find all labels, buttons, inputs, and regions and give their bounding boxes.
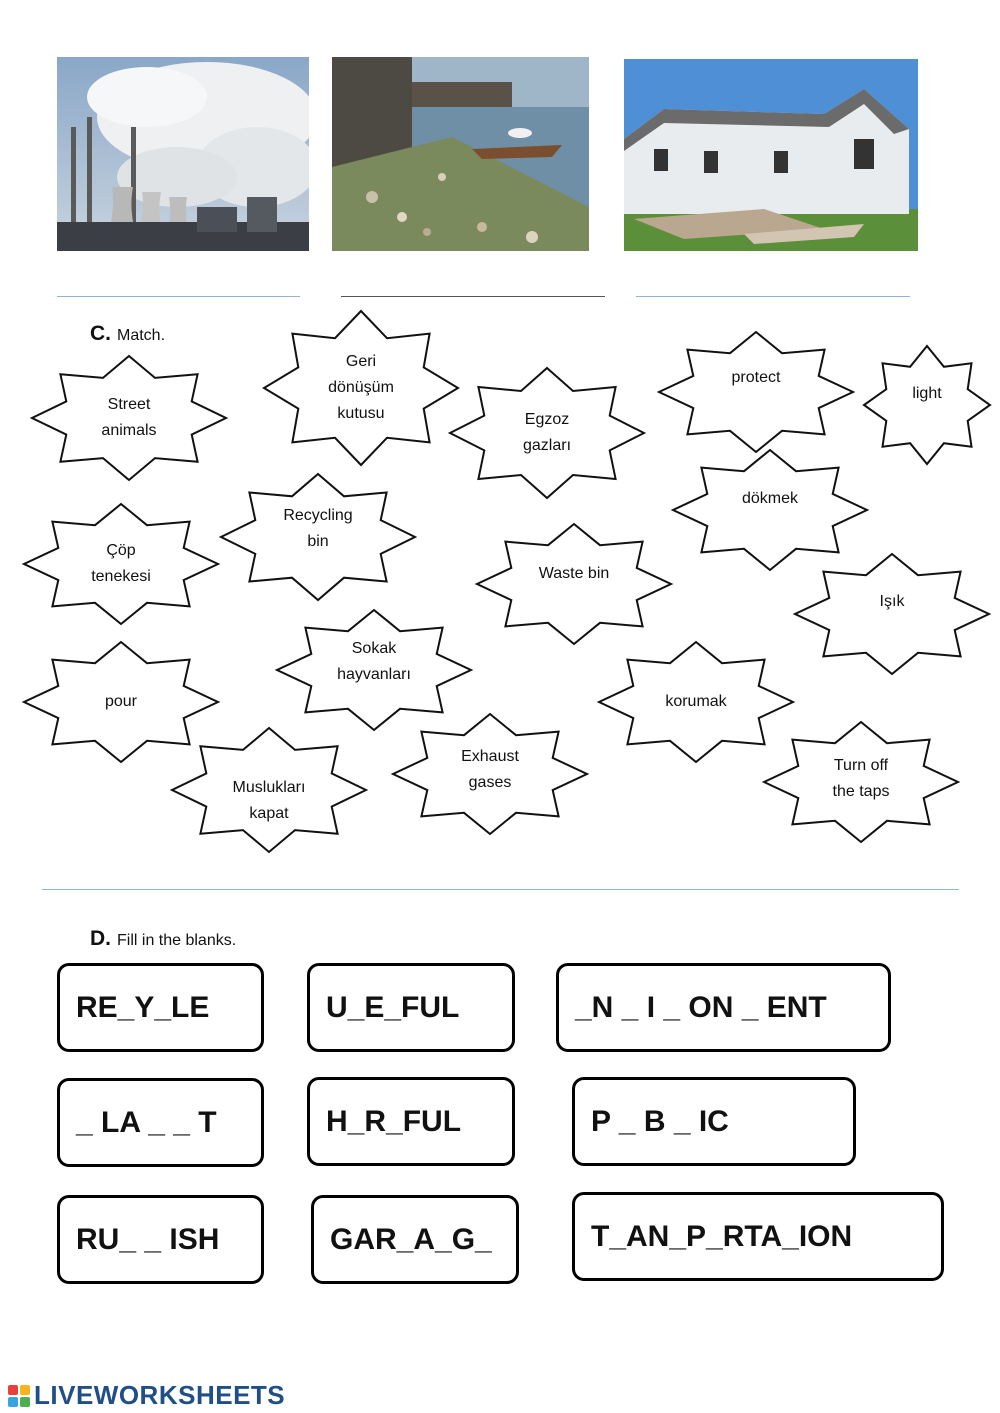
star-label: Street animals	[101, 396, 157, 439]
word-blank-7[interactable]: RU_ _ ISH	[57, 1195, 264, 1284]
section-divider	[42, 889, 959, 890]
section-d-instruction: Fill in the blanks.	[117, 932, 237, 949]
star-protect[interactable]	[657, 330, 855, 454]
star-label: Turn off the taps	[832, 757, 890, 800]
star-label: Waste bin	[538, 565, 610, 582]
word-blank-6[interactable]: P _ B _ IC	[572, 1077, 856, 1166]
factory-smoke-photo	[57, 57, 309, 251]
liveworksheets-logo[interactable]	[8, 1380, 285, 1411]
word-blank-9[interactable]: T_AN_P_RTA_ION	[572, 1192, 944, 1281]
word-blank-8[interactable]: GAR_A_G_	[311, 1195, 519, 1284]
star-turn-off-the-taps[interactable]	[762, 720, 960, 844]
star-label: pour	[104, 693, 138, 710]
star-label: korumak	[665, 693, 727, 710]
star-cop-tenekesi[interactable]	[22, 502, 220, 626]
star-waste-bin[interactable]	[475, 522, 673, 646]
star-label: Geri dönüşüm kutusu	[328, 353, 394, 422]
star-label: protect	[731, 369, 781, 386]
star-label: Sokak hayvanları	[337, 640, 411, 683]
section-c-heading	[90, 322, 165, 346]
word-blank-2[interactable]: U_E_FUL	[307, 963, 515, 1052]
star-label: Muslukları kapat	[232, 779, 306, 822]
brand-name: LIVEWORKSHEETS	[34, 1380, 286, 1410]
star-label: light	[912, 385, 942, 402]
word-blank-4[interactable]: _ LA _ _ T	[57, 1078, 264, 1167]
star-label: Işık	[879, 593, 905, 610]
section-c-letter: C.	[90, 322, 111, 345]
damaged-house-photo	[624, 59, 918, 251]
logo-tiles-icon	[8, 1385, 30, 1407]
answer-line-3[interactable]	[636, 296, 910, 297]
star-egzoz-gazlari[interactable]	[448, 366, 646, 500]
section-d-heading	[90, 927, 236, 951]
star-label: Çöp tenekesi	[91, 542, 151, 585]
star-isik[interactable]	[793, 552, 991, 676]
star-label: Exhaust gases	[461, 748, 519, 791]
star-musluklari-kapat[interactable]	[170, 726, 368, 854]
star-street-animals[interactable]	[30, 354, 228, 482]
star-label: Recycling bin	[283, 507, 353, 550]
word-blank-3[interactable]: _N _ I _ ON _ ENT	[556, 963, 891, 1052]
section-d-letter: D.	[90, 927, 111, 950]
answer-line-2[interactable]	[341, 296, 605, 297]
word-blank-1[interactable]: RE_Y_LE	[57, 963, 264, 1052]
star-light[interactable]	[862, 344, 992, 466]
star-label: dökmek	[741, 490, 799, 507]
word-blank-5[interactable]: H_R_FUL	[307, 1077, 515, 1166]
polluted-water-photo	[332, 57, 589, 251]
star-exhaust-gases[interactable]	[391, 712, 589, 836]
star-label: Egzoz gazları	[522, 411, 572, 454]
star-recycling-bin[interactable]	[219, 472, 417, 602]
answer-line-1[interactable]	[57, 296, 300, 297]
section-c-instruction: Match.	[117, 327, 166, 344]
star-geri-donusum-kutusu[interactable]	[262, 309, 460, 467]
